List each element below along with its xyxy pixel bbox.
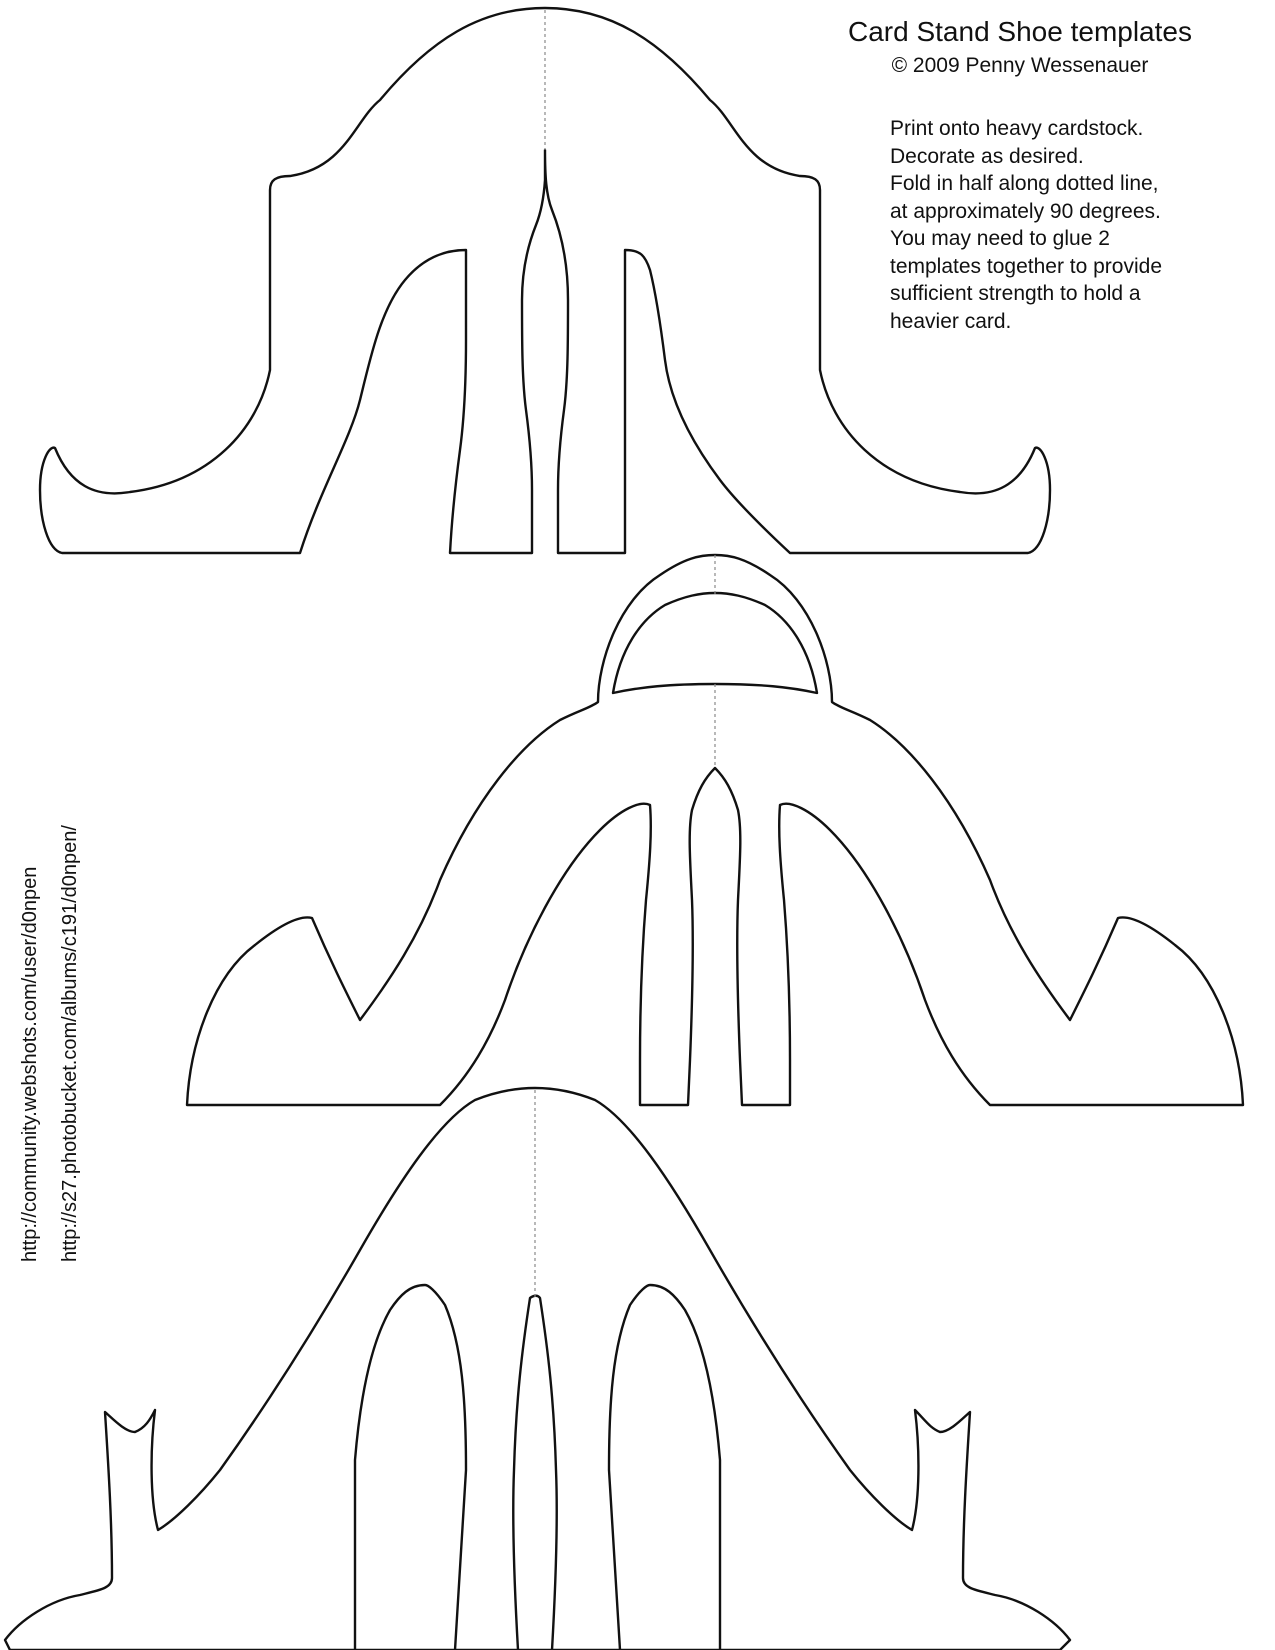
page-title: Card Stand Shoe templates <box>848 16 1192 47</box>
shoe-template-3-outline <box>5 1088 1070 1650</box>
shoe-template-2 <box>187 555 1243 1105</box>
copyright-line: © 2009 Penny Wessenauer <box>891 54 1149 77</box>
webshots-url: http://community.webshots.com/user/d0npen <box>19 866 41 1262</box>
instructions-block <box>890 115 1250 335</box>
instruction-line: Decorate as desired. <box>890 144 1084 168</box>
instruction-line: heavier card. <box>890 309 1012 333</box>
shoe-template-2-outline <box>187 555 1243 1105</box>
instruction-line: templates together to provide <box>890 254 1162 278</box>
instruction-line: Fold in half along dotted line, <box>890 172 1159 195</box>
shoe-template-3 <box>5 1088 1070 1650</box>
instruction-line: Print onto heavy cardstock. <box>890 117 1144 140</box>
instruction-line: at approximately 90 degrees. <box>890 199 1161 223</box>
instruction-line: sufficient strength to hold a <box>890 282 1141 305</box>
instruction-line: You may need to glue 2 <box>890 227 1110 250</box>
photobucket-url: http://s27.photobucket.com/albums/c191/d0npen/ <box>59 825 81 1262</box>
